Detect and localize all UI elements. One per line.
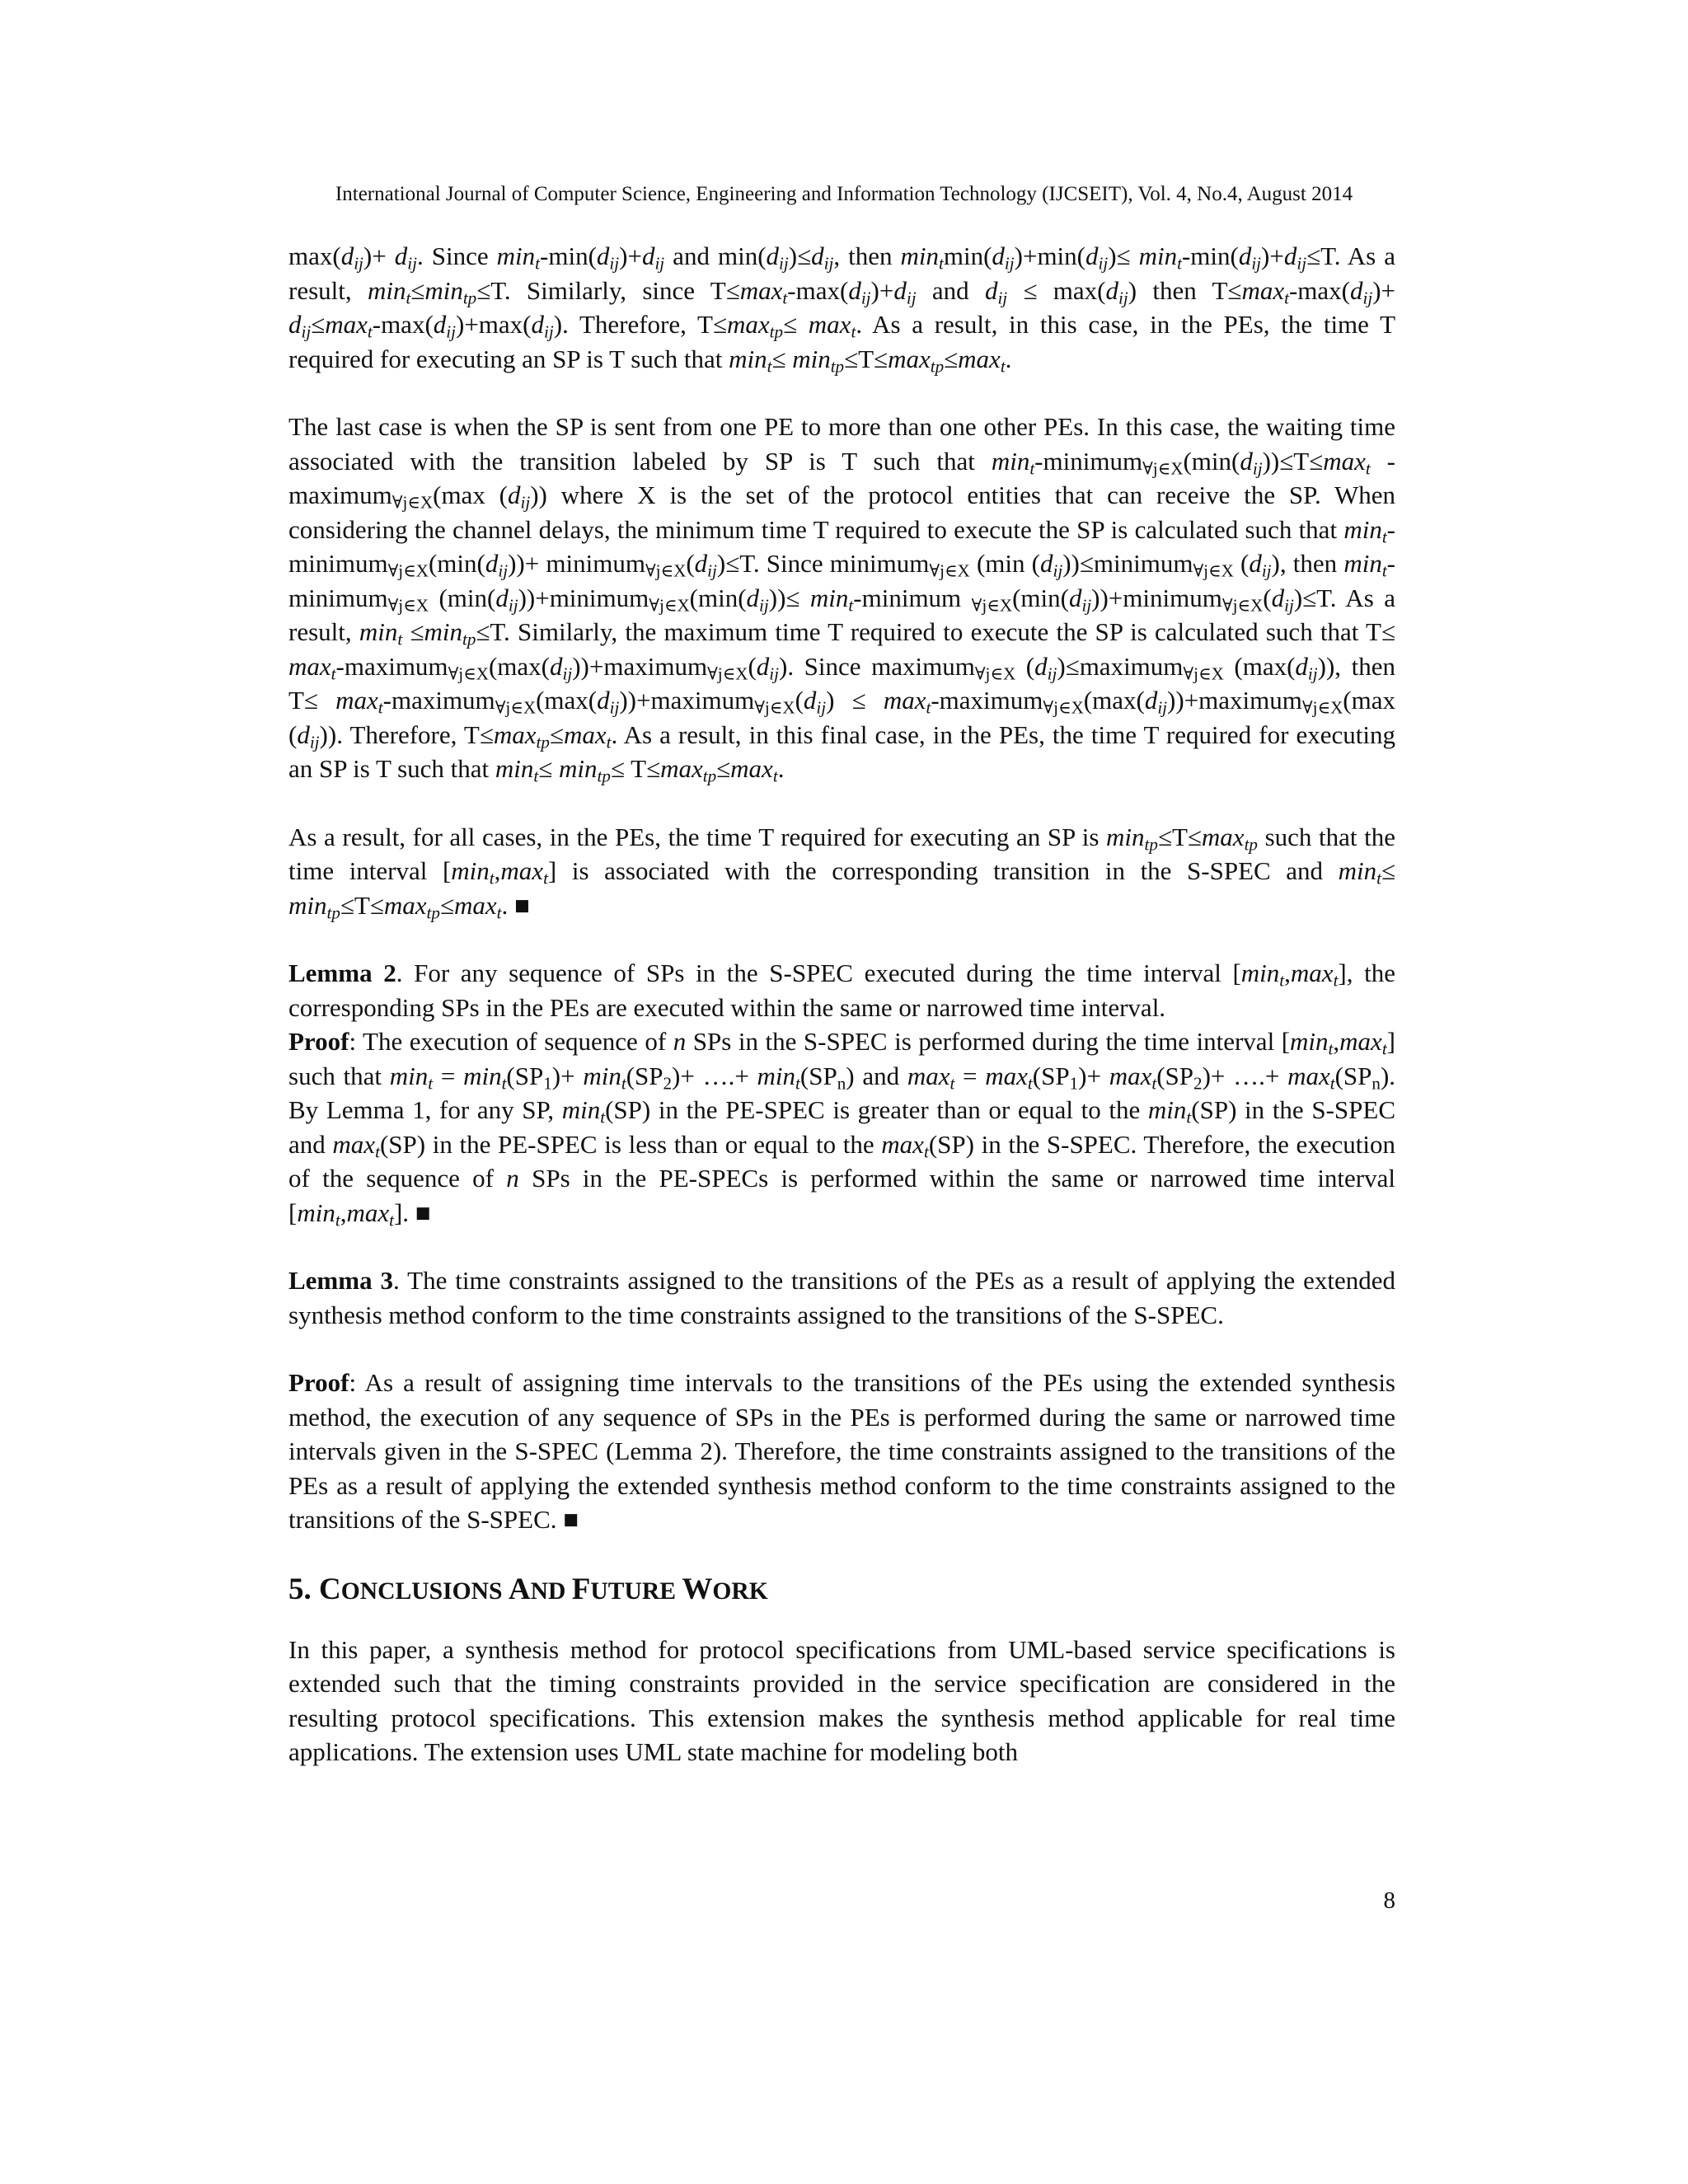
lemma-2-label: Lemma 2: [288, 958, 396, 987]
page-number: 8: [1383, 1887, 1395, 1914]
journal-header: International Journal of Computer Science, Engineering and Information Technology (IJCSEIT), Vol. 4, No.4, August 2014: [335, 183, 1353, 205]
page-body: [288, 239, 1395, 1769]
proof-lemma-2: Proof: The execution of sequence of n SPs in the S-SPEC is performed during the time interval $[\min_t,\max_t]$ such that $\min_t = \min_t(SP_1)+ \min_t(SP_2)+$ ….+ $\min_t(SP_n)$ and $\max_t = \max_t(SP_1)+ \max_t(SP_2)+$ ….+ $\max_t(SP_n)$. By Lemma 1, for any SP, $\min_t(SP)$ in the PE-SPEC is greater than or equal to the $\min_t(SP)$ in the S-SPEC and $\max_t(SP)$ in the PE-SPEC is less than or equal to the $\max_t(SP)$ in the S-SPEC. Therefore, the execution of the sequence of n SPs in the PE-SPECs is performed within the same or narrowed time interval $[\min_t,\max_t]$. ■: [288, 1027, 1396, 1230]
lemma-3-text: . The time constraints assigned to the transitions of the PEs as a result of applying the extended synthesis method conform to the time constraints assigned to the transitions of the S-SPEC.: [288, 1266, 1395, 1329]
proof-lemma-3: [288, 1366, 1395, 1537]
paragraph-last-case: The last case is when the SP is sent from one PE to more than one other PEs. In this case, the waiting time associated with the transition labeled by SP is T such that $\min_t-minimum_{\forall j\in X}(\min(d_{ij}))\le T\le\max_t$ - maximum$_{\forall j\in X}$(max $(d_{ij})$) where X is the set of the protocol entities that can receive the SP. When considering the channel delays, the minimum time T required to execute the SP is calculated such that $\min_t-minimum_{\forall j\in X}(\min(d_{ij}))+$ $minimum_{\forall j\in X}(d_{ij})\le T$. Since minimum$_{\forall j\in X}$ (min $(d_{ij}))\le minimum_{\forall j\in X}$ $(d_{ij})$, then $\min_t-minimum_{\forall j\in X}$ $(\min(d_{ij}))+minimum_{\forall j\in X}(\min(d_{ij}))\le$ $\min_t$-minimum $_{\forall j\in X}(\min(d_{ij}))+minimum_{\forall j\in X}(d_{ij})\le T$. As a result, $\min_t \le\min_{tp}\le T$. Similarly, the maximum time T required to execute the SP is calculated such that $T\le \max_t-maximum_{\forall j\in X}(\max(d_{ij}))+maximum_{\forall j\in X}(d_{ij})$. Since maximum$_{\forall j\in X}$ $(d_{ij})\le maximum_{\forall j\in X}$ $(\max(d_{ij}))$, then $T\le \max_t-maximum_{\forall j\in X}(\max(d_{ij}))+maximum_{\forall j\in X}(d_{ij})$ ≤ $\max_t-maximum_{\forall j\in X}(\max(d_{ij}))+maximum_{\forall j\in X}(\max$ $(d_{ij})$). Therefore, $T\le\max_{tp}\le\max_t$. As a result, in this final case, in the PEs, the time T required for executing an SP is T such that $\min_t\le \min_{tp}\le T\le\max_{tp}\le\max_t$.: [288, 412, 1396, 786]
proof-label: Proof: [288, 1027, 349, 1056]
lemma-2: Lemma 2. For any sequence of SPs in the S-SPEC executed during the time interval $[\min_t,\max_t]$, the corresponding SPs in the PEs are executed within the same or narrowed time interval.: [288, 958, 1395, 1022]
lemma-3: [288, 1263, 1395, 1332]
section-title-conclusions: 5. CONCLUSIONS AND FUTURE WORK: [288, 1572, 768, 1606]
paragraph-case2-end: $\max(d_{ij})+ d_{ij}$. Since $\min_t-\min(d_{ij})+d_{ij}$ and $\min(d_{ij})\le d_{ij}$, then $\min_t\min(d_{ij})+\min(d_{ij})\le \min_t-\min(d_{ij})+d_{ij}\le T$. As a result, $\min_t\le\min_{tp}\le T$. Similarly, since $T\le\max_t-\max(d_{ij})+d_{ij}$ and $d_{ij} \le \max(d_{ij})$ then $T\le\max_t-\max(d_{ij})+ d_{ij}\le\max_t-\max(d_{ij})+\max(d_{ij})$. Therefore, $T\le\max_{tp}\le \max_t$. As a result, in this case, in the PEs, the time T required for executing an SP is T such that $\min_t\le \min_{tp}\le T\le\max_{tp}\le\max_t$.: [288, 241, 1396, 376]
paragraph-all-cases: As a result, for all cases, in the PEs, the time T required for executing an SP is $\min_{tp}\le T\le\max_{tp}$ such that the time interval $[\min_t,\max_t]$ is associated with the corresponding transition in the S-SPEC and $\min_t\le \min_{tp}\le T\le\max_{tp}\le\max_t$. ■: [288, 822, 1396, 922]
proof-3-text: : As a result of assigning time intervals to the transitions of the PEs using the extended synthesis method, the execution of any sequence of SPs in the PEs is performed during the same or narrowed time intervals given in the S-SPEC (Lemma 2). Therefore, the time constraints assigned to the transitions of the PEs as a result of applying the extended synthesis method conform to the time constraints assigned to the transitions of the S-SPEC. ■: [288, 1368, 1395, 1534]
paragraph-conclusion: In this paper, a synthesis method for protocol specifications from UML-based service specifications is extended such that the timing constraints provided in the service specification are considered in the resulting protocol specifications. This extension makes the synthesis method applicable for real time applications. The extension uses UML state machine for modeling both: [288, 1634, 1395, 1766]
proof-3-label: Proof: [288, 1368, 349, 1397]
lemma-3-label: Lemma 3: [288, 1266, 394, 1295]
